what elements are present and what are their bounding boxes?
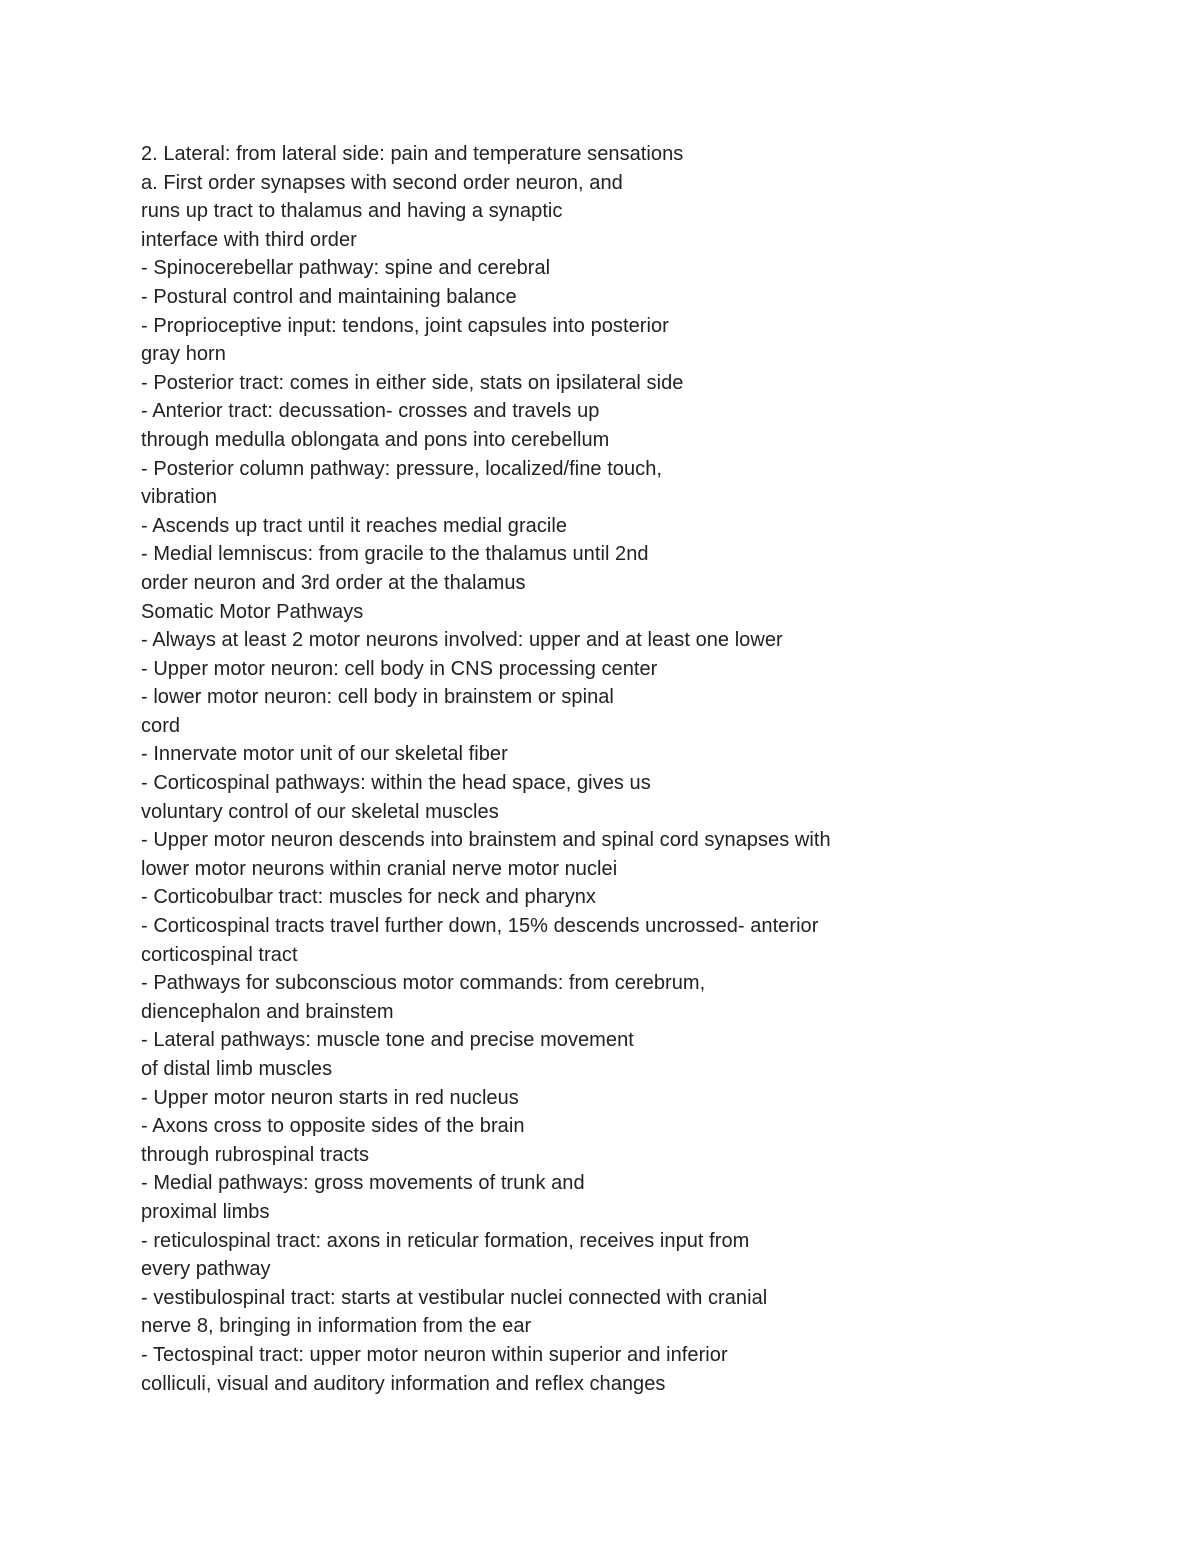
text-line: - Tectospinal tract: upper motor neuron within superior and inferior — [141, 1343, 728, 1366]
text-line: runs up tract to thalamus and having a synaptic — [141, 200, 563, 223]
text-line: proximal limbs — [141, 1200, 270, 1223]
text-line: interface with third order — [141, 228, 357, 251]
text-line: - Upper motor neuron: cell body in CNS processing center — [141, 657, 658, 680]
text-line: order neuron and 3rd order at the thalamus — [141, 571, 526, 594]
text-line: nerve 8, bringing in information from the ear — [141, 1315, 532, 1338]
text-line: corticospinal tract — [141, 943, 298, 966]
text-line: colliculi, visual and auditory information and reflex changes — [141, 1372, 666, 1395]
document-body — [141, 140, 1141, 1398]
text-line: - Upper motor neuron starts in red nucleus — [141, 1086, 519, 1109]
text-line: - Corticobulbar tract: muscles for neck and pharynx — [141, 886, 596, 909]
text-line: a. First order synapses with second order neuron, and — [141, 171, 623, 194]
text-line: - Postural control and maintaining balance — [141, 285, 517, 308]
text-line: - Posterior column pathway: pressure, localized/fine touch, — [141, 457, 662, 480]
text-line: - lower motor neuron: cell body in brainstem or spinal — [141, 686, 614, 709]
text-line: 2. Lateral: from lateral side: pain and temperature sensations — [141, 143, 684, 165]
text-line: of distal limb muscles — [141, 1058, 333, 1080]
text-line: - Medial pathways: gross movements of trunk and — [141, 1172, 585, 1195]
text-line: - Pathways for subconscious motor commands: from cerebrum, — [141, 972, 706, 995]
text-line: - Always at least 2 motor neurons involved: upper and at least one lower — [141, 629, 783, 652]
text-line: lower motor neurons within cranial nerve motor nuclei — [141, 857, 618, 880]
text-line: - Upper motor neuron descends into brainstem and spinal cord synapses with — [141, 829, 831, 852]
text-line: - Spinocerebellar pathway: spine and cerebral — [141, 257, 551, 280]
text-line: - Corticospinal pathways: within the head space, gives us — [141, 772, 651, 795]
text-line: - reticulospinal tract: axons in reticular formation, receives input from — [141, 1229, 750, 1252]
text-line: cord — [141, 714, 181, 737]
section-heading: Somatic Motor Pathways — [141, 600, 364, 623]
text-line: - Medial lemniscus: from gracile to the thalamus until 2nd — [141, 543, 649, 566]
text-line: every pathway — [141, 1258, 271, 1281]
text-line: - Corticospinal tracts travel further down, 15% descends uncrossed- anterior — [141, 915, 819, 938]
text-line: vibration — [141, 486, 218, 509]
text-line: gray horn — [141, 343, 226, 366]
text-line: - vestibulospinal tract: starts at vestibular nuclei connected with cranial — [141, 1286, 768, 1309]
text-line: - Proprioceptive input: tendons, joint capsules into posterior — [141, 314, 669, 337]
text-line: - Anterior tract: decussation- crosses and travels up — [141, 400, 600, 423]
text-line: - Posterior tract: comes in either side, stats on ipsilateral side — [141, 371, 684, 394]
text-line: - Innervate motor unit of our skeletal fiber — [141, 743, 508, 766]
text-line: - Axons cross to opposite sides of the brain — [141, 1115, 525, 1138]
text-line: - Lateral pathways: muscle tone and precise movement — [141, 1029, 634, 1052]
text-line: - Ascends up tract until it reaches medial gracile — [141, 514, 568, 537]
text-line: through rubrospinal tracts — [141, 1143, 370, 1166]
text-line: diencephalon and brainstem — [141, 1000, 394, 1023]
text-line: voluntary control of our skeletal muscles — [141, 800, 499, 823]
text-line: through medulla oblongata and pons into cerebellum — [141, 428, 610, 451]
